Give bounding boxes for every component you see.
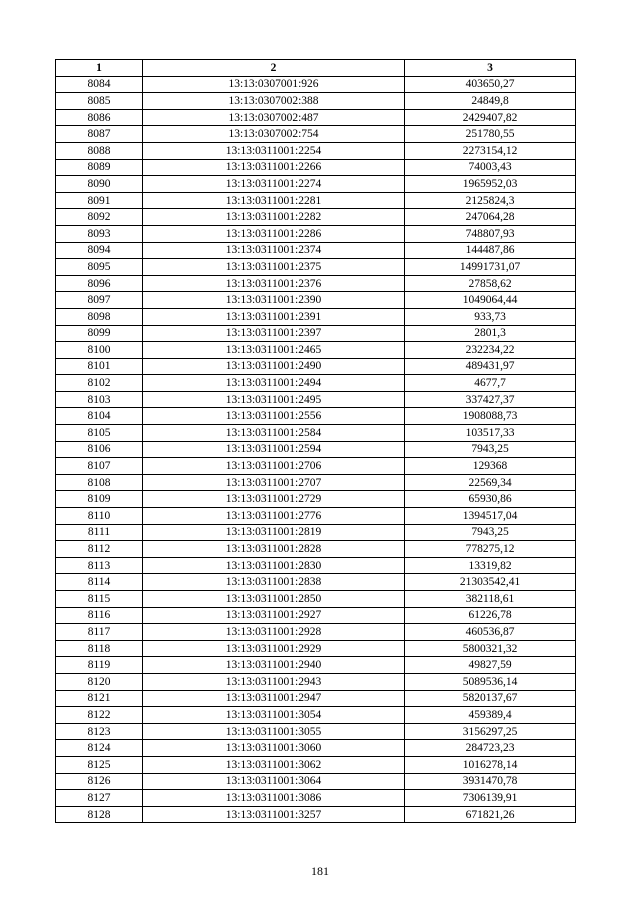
value-cell: 1965952,03: [405, 176, 576, 193]
table-row: [56, 93, 576, 110]
value-cell: 2273154,12: [405, 142, 576, 159]
cadastral-number-cell: 13:13:0311001:2828: [143, 541, 405, 558]
row-number-cell: 8104: [56, 408, 143, 425]
value-cell: 74003,43: [405, 159, 576, 176]
cadastral-number-cell: 13:13:0307002:388: [143, 93, 405, 110]
row-number-cell: 8096: [56, 275, 143, 292]
value-cell: 2801,3: [405, 325, 576, 342]
cadastral-number-cell: 13:13:0311001:2943: [143, 673, 405, 690]
value-cell: 5820137,67: [405, 690, 576, 707]
row-number-cell: 8124: [56, 740, 143, 757]
table-row: [56, 391, 576, 408]
value-cell: 460536,87: [405, 624, 576, 641]
table-row: [56, 126, 576, 143]
row-number-cell: 8117: [56, 624, 143, 641]
table-row: [56, 458, 576, 475]
header-col-1: 1: [56, 60, 143, 77]
page-number: 181: [311, 864, 329, 878]
table-row: [56, 308, 576, 325]
cadastral-number-cell: 13:13:0311001:2776: [143, 508, 405, 525]
row-number-cell: 8123: [56, 723, 143, 740]
value-cell: 337427,37: [405, 391, 576, 408]
table-row: [56, 408, 576, 425]
table-row: [56, 76, 576, 93]
value-cell: 748807,93: [405, 225, 576, 242]
cadastral-number-cell: 13:13:0311001:2707: [143, 474, 405, 491]
cadastral-number-cell: 13:13:0311001:2266: [143, 159, 405, 176]
table-row: [56, 673, 576, 690]
row-number-cell: 8126: [56, 773, 143, 790]
value-cell: 65930,86: [405, 491, 576, 508]
table-row: [56, 192, 576, 209]
row-number-cell: 8100: [56, 342, 143, 359]
value-cell: 21303542,41: [405, 574, 576, 591]
row-number-cell: 8122: [56, 707, 143, 724]
header-col-3: 3: [405, 60, 576, 77]
table-row: [56, 607, 576, 624]
cadastral-number-cell: 13:13:0311001:3060: [143, 740, 405, 757]
header-col-2: 2: [143, 60, 405, 77]
cadastral-number-cell: 13:13:0311001:2465: [143, 342, 405, 359]
row-number-cell: 8091: [56, 192, 143, 209]
value-cell: 1049064,44: [405, 292, 576, 309]
value-cell: 1908088,73: [405, 408, 576, 425]
cadastral-number-cell: 13:13:0311001:2375: [143, 259, 405, 276]
cadastral-number-cell: 13:13:0311001:2494: [143, 375, 405, 392]
row-number-cell: 8118: [56, 640, 143, 657]
row-number-cell: 8127: [56, 790, 143, 807]
cadastral-number-cell: 13:13:0311001:3055: [143, 723, 405, 740]
row-number-cell: 8125: [56, 756, 143, 773]
table-row: [56, 508, 576, 525]
data-table: [55, 59, 576, 823]
cadastral-number-cell: 13:13:0311001:2490: [143, 358, 405, 375]
value-cell: 24849,8: [405, 93, 576, 110]
table-row: [56, 325, 576, 342]
table-body: [56, 76, 576, 823]
row-number-cell: 8102: [56, 375, 143, 392]
value-cell: 671821,26: [405, 806, 576, 823]
value-cell: 61226,78: [405, 607, 576, 624]
row-number-cell: 8110: [56, 508, 143, 525]
value-cell: 489431,97: [405, 358, 576, 375]
row-number-cell: 8090: [56, 176, 143, 193]
value-cell: 5800321,32: [405, 640, 576, 657]
value-cell: 7306139,91: [405, 790, 576, 807]
value-cell: 7943,25: [405, 524, 576, 541]
cadastral-number-cell: 13:13:0311001:2819: [143, 524, 405, 541]
table-row: [56, 259, 576, 276]
value-cell: 3931470,78: [405, 773, 576, 790]
cadastral-number-cell: 13:13:0311001:2584: [143, 425, 405, 442]
table-header: [56, 60, 576, 77]
row-number-cell: 8088: [56, 142, 143, 159]
table-row: [56, 541, 576, 558]
cadastral-number-cell: 13:13:0311001:2556: [143, 408, 405, 425]
row-number-cell: 8089: [56, 159, 143, 176]
value-cell: 144487,86: [405, 242, 576, 259]
cadastral-number-cell: 13:13:0311001:2376: [143, 275, 405, 292]
table-row: [56, 358, 576, 375]
value-cell: 14991731,07: [405, 259, 576, 276]
table-row: [56, 225, 576, 242]
cadastral-number-cell: 13:13:0311001:3064: [143, 773, 405, 790]
cadastral-number-cell: 13:13:0311001:2391: [143, 308, 405, 325]
value-cell: 459389,4: [405, 707, 576, 724]
value-cell: 403650,27: [405, 76, 576, 93]
value-cell: 129368: [405, 458, 576, 475]
table-row: [56, 723, 576, 740]
value-cell: 22569,34: [405, 474, 576, 491]
table-row: [56, 176, 576, 193]
row-number-cell: 8087: [56, 126, 143, 143]
row-number-cell: 8128: [56, 806, 143, 823]
table-row: [56, 342, 576, 359]
cadastral-number-cell: 13:13:0311001:3086: [143, 790, 405, 807]
value-cell: 103517,33: [405, 425, 576, 442]
cadastral-number-cell: 13:13:0311001:2729: [143, 491, 405, 508]
row-number-cell: 8101: [56, 358, 143, 375]
value-cell: 4677,7: [405, 375, 576, 392]
row-number-cell: 8095: [56, 259, 143, 276]
table-row: [56, 657, 576, 674]
table-row: [56, 806, 576, 823]
cadastral-number-cell: 13:13:0311001:3062: [143, 756, 405, 773]
cadastral-number-cell: 13:13:0311001:2850: [143, 591, 405, 608]
value-cell: 933,73: [405, 308, 576, 325]
row-number-cell: 8116: [56, 607, 143, 624]
value-cell: 778275,12: [405, 541, 576, 558]
row-number-cell: 8094: [56, 242, 143, 259]
row-number-cell: 8103: [56, 391, 143, 408]
cadastral-number-cell: 13:13:0311001:3257: [143, 806, 405, 823]
cadastral-number-cell: 13:13:0307001:926: [143, 76, 405, 93]
cadastral-number-cell: 13:13:0311001:2706: [143, 458, 405, 475]
table-row: [56, 740, 576, 757]
value-cell: 7943,25: [405, 441, 576, 458]
cadastral-number-cell: 13:13:0311001:2928: [143, 624, 405, 641]
value-cell: 251780,55: [405, 126, 576, 143]
value-cell: 13319,82: [405, 557, 576, 574]
table-row: [56, 441, 576, 458]
table-row: [56, 209, 576, 226]
row-number-cell: 8107: [56, 458, 143, 475]
table-row: [56, 375, 576, 392]
cadastral-number-cell: 13:13:0311001:2274: [143, 176, 405, 193]
cadastral-number-cell: 13:13:0311001:2282: [143, 209, 405, 226]
table-row: [56, 474, 576, 491]
table-row: [56, 425, 576, 442]
value-cell: 27858,62: [405, 275, 576, 292]
row-number-cell: 8112: [56, 541, 143, 558]
cadastral-number-cell: 13:13:0311001:2374: [143, 242, 405, 259]
value-cell: 1394517,04: [405, 508, 576, 525]
row-number-cell: 8120: [56, 673, 143, 690]
row-number-cell: 8099: [56, 325, 143, 342]
cadastral-number-cell: 13:13:0311001:2286: [143, 225, 405, 242]
table-row: [56, 557, 576, 574]
table-row: [56, 159, 576, 176]
value-cell: 49827,59: [405, 657, 576, 674]
table-row: [56, 773, 576, 790]
table-row: [56, 574, 576, 591]
cadastral-number-cell: 13:13:0311001:2838: [143, 574, 405, 591]
cadastral-number-cell: 13:13:0307002:754: [143, 126, 405, 143]
table-row: [56, 756, 576, 773]
cadastral-number-cell: 13:13:0311001:2927: [143, 607, 405, 624]
cadastral-number-cell: 13:13:0307002:487: [143, 109, 405, 126]
row-number-cell: 8105: [56, 425, 143, 442]
cadastral-number-cell: 13:13:0311001:2254: [143, 142, 405, 159]
cadastral-number-cell: 13:13:0311001:2947: [143, 690, 405, 707]
row-number-cell: 8121: [56, 690, 143, 707]
cadastral-number-cell: 13:13:0311001:2940: [143, 657, 405, 674]
value-cell: 247064,28: [405, 209, 576, 226]
row-number-cell: 8108: [56, 474, 143, 491]
value-cell: 1016278,14: [405, 756, 576, 773]
row-number-cell: 8085: [56, 93, 143, 110]
value-cell: 232234,22: [405, 342, 576, 359]
table-row: [56, 624, 576, 641]
row-number-cell: 8113: [56, 557, 143, 574]
value-cell: 3156297,25: [405, 723, 576, 740]
cadastral-number-cell: 13:13:0311001:2495: [143, 391, 405, 408]
header-row: [56, 60, 576, 77]
cadastral-number-cell: 13:13:0311001:2397: [143, 325, 405, 342]
table-row: [56, 790, 576, 807]
row-number-cell: 8098: [56, 308, 143, 325]
row-number-cell: 8114: [56, 574, 143, 591]
row-number-cell: 8109: [56, 491, 143, 508]
table-row: [56, 142, 576, 159]
row-number-cell: 8093: [56, 225, 143, 242]
row-number-cell: 8106: [56, 441, 143, 458]
table-row: [56, 491, 576, 508]
row-number-cell: 8119: [56, 657, 143, 674]
cadastral-number-cell: 13:13:0311001:2390: [143, 292, 405, 309]
row-number-cell: 8092: [56, 209, 143, 226]
value-cell: 382118,61: [405, 591, 576, 608]
row-number-cell: 8097: [56, 292, 143, 309]
table-row: [56, 292, 576, 309]
table-row: [56, 640, 576, 657]
cadastral-number-cell: 13:13:0311001:3054: [143, 707, 405, 724]
table-row: [56, 524, 576, 541]
table-row: [56, 707, 576, 724]
cadastral-number-cell: 13:13:0311001:2281: [143, 192, 405, 209]
cadastral-number-cell: 13:13:0311001:2929: [143, 640, 405, 657]
row-number-cell: 8084: [56, 76, 143, 93]
table-row: [56, 591, 576, 608]
value-cell: 2429407,82: [405, 109, 576, 126]
row-number-cell: 8086: [56, 109, 143, 126]
value-cell: 284723,23: [405, 740, 576, 757]
row-number-cell: 8111: [56, 524, 143, 541]
cadastral-number-cell: 13:13:0311001:2830: [143, 557, 405, 574]
row-number-cell: 8115: [56, 591, 143, 608]
table-row: [56, 109, 576, 126]
table-row: [56, 275, 576, 292]
cadastral-number-cell: 13:13:0311001:2594: [143, 441, 405, 458]
value-cell: 2125824,3: [405, 192, 576, 209]
table-row: [56, 242, 576, 259]
value-cell: 5089536,14: [405, 673, 576, 690]
table-row: [56, 690, 576, 707]
